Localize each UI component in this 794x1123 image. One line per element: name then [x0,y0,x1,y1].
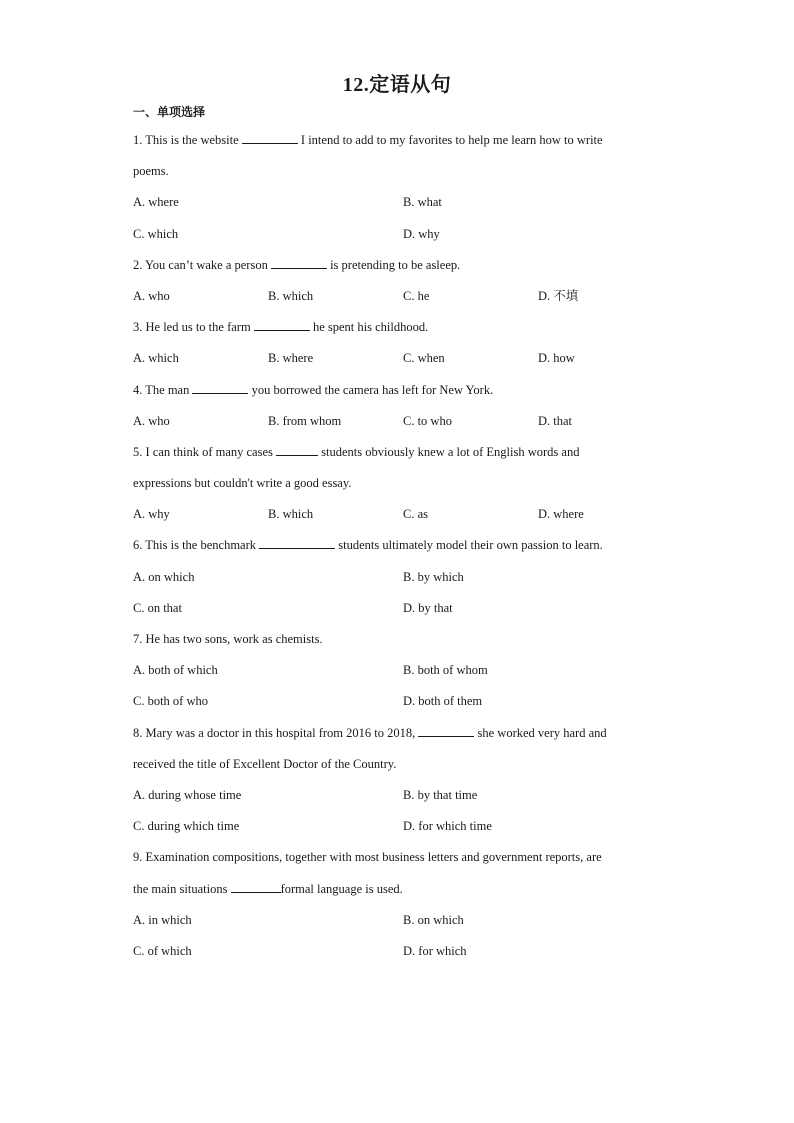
option-c[interactable]: C. as [403,507,428,522]
option-d[interactable]: D. for which [403,943,467,958]
section-heading: 一、单项选择 [133,105,206,119]
page-title: 12.定语从句 [342,74,452,96]
stem-text: he spent his childhood. [309,320,429,335]
answer-blank [271,258,327,269]
option-c[interactable]: C. both of who [133,694,208,709]
stem-text: students obviously knew a lot of English words and [318,444,580,459]
stem-text: 1. This is the website [133,133,242,147]
answer-blank [192,383,248,394]
option-a[interactable]: A. who [133,288,170,303]
answer-blank [254,320,310,331]
question-stem [133,530,673,561]
option-a[interactable]: A. why [133,507,170,522]
option-a[interactable]: A. in which [133,912,192,927]
option-c[interactable]: C. which [133,226,179,241]
question-stem-continued: expressions but couldn't write a good essay. [133,476,352,491]
option-c[interactable]: C. when [403,351,445,366]
option-b[interactable]: B. from whom [268,413,342,428]
option-row [133,219,673,250]
answer-blank [276,445,318,456]
option-a[interactable]: A. where [133,195,179,210]
option-row [133,686,673,717]
option-d[interactable]: D. 不填 [538,288,579,303]
question-stem [133,250,673,281]
question-stem [133,375,673,406]
option-b[interactable]: B. by that time [403,787,478,802]
option-b[interactable]: B. which [268,288,314,303]
option-d[interactable]: D. for which time [403,819,492,834]
stem-text: 3. He led us to the farm [133,320,254,335]
option-c[interactable]: C. on that [133,600,182,615]
question-stem: 9. Examination compositions, together with most business letters and government reports, are [133,850,602,865]
option-b[interactable]: B. both of whom [403,663,488,678]
option-c[interactable]: C. of which [133,943,192,958]
question-list [133,125,673,967]
option-d[interactable]: D. why [403,226,440,241]
question-stem [133,437,673,468]
question-stem: 7. He has two sons, work as chemists. [133,632,323,646]
option-a[interactable]: A. who [133,413,170,428]
option-b[interactable]: B. what [403,195,442,210]
option-row [133,281,673,312]
option-row [133,905,673,936]
stem-text: students ultimately model their own passion to learn. [335,538,603,553]
answer-blank [242,133,298,144]
option-row [133,187,673,218]
answer-blank [231,882,281,893]
option-b[interactable]: B. which [268,507,314,522]
stem-text: I intend to add to my favorites to help me learn how to write [297,133,603,147]
question-stem-continued [133,874,673,905]
stem-text: you borrowed the camera has left for New York. [248,382,494,397]
stem-text: 6. This is the benchmark [133,538,260,553]
option-row [133,780,673,811]
option-d[interactable]: D. both of them [403,694,483,709]
option-b[interactable]: B. where [268,351,314,366]
stem-text: she worked very hard and [474,725,607,740]
option-row [133,655,673,686]
answer-blank [259,538,335,549]
question-stem [133,718,673,749]
stem-text: the main situations [133,881,231,896]
answer-blank [418,726,474,737]
option-row [133,343,673,374]
stem-text: 5. I can think of many cases [133,444,277,459]
option-row [133,811,673,842]
option-d[interactable]: D. that [538,413,573,428]
stem-text: 8. Mary was a doctor in this hospital from 2016 to 2018, [133,725,419,740]
option-d[interactable]: D. how [538,351,575,366]
option-d[interactable]: D. by that [403,600,453,615]
option-b[interactable]: B. by which [403,569,464,584]
question-stem [133,125,673,156]
option-row [133,562,673,593]
option-row [133,406,673,437]
option-row [133,499,673,530]
option-c[interactable]: C. he [403,288,430,303]
option-a[interactable]: A. which [133,351,179,366]
option-c[interactable]: C. to who [403,413,452,428]
question-stem-continued: received the title of Excellent Doctor of the Country. [133,756,397,771]
stem-text: 4. The man [133,382,193,397]
question-stem-continued: poems. [133,164,169,179]
option-a[interactable]: A. during whose time [133,787,242,802]
option-b[interactable]: B. on which [403,912,464,927]
stem-text: formal language is used. [280,881,403,896]
option-a[interactable]: A. on which [133,569,195,584]
option-c[interactable]: C. during which time [133,819,240,834]
option-d[interactable]: D. where [538,507,584,522]
stem-text: is pretending to be asleep. [326,257,461,272]
option-a[interactable]: A. both of which [133,663,218,678]
option-row [133,593,673,624]
question-stem [133,312,673,343]
stem-text: 2. You can’t wake a person [133,257,271,272]
option-row [133,936,673,967]
